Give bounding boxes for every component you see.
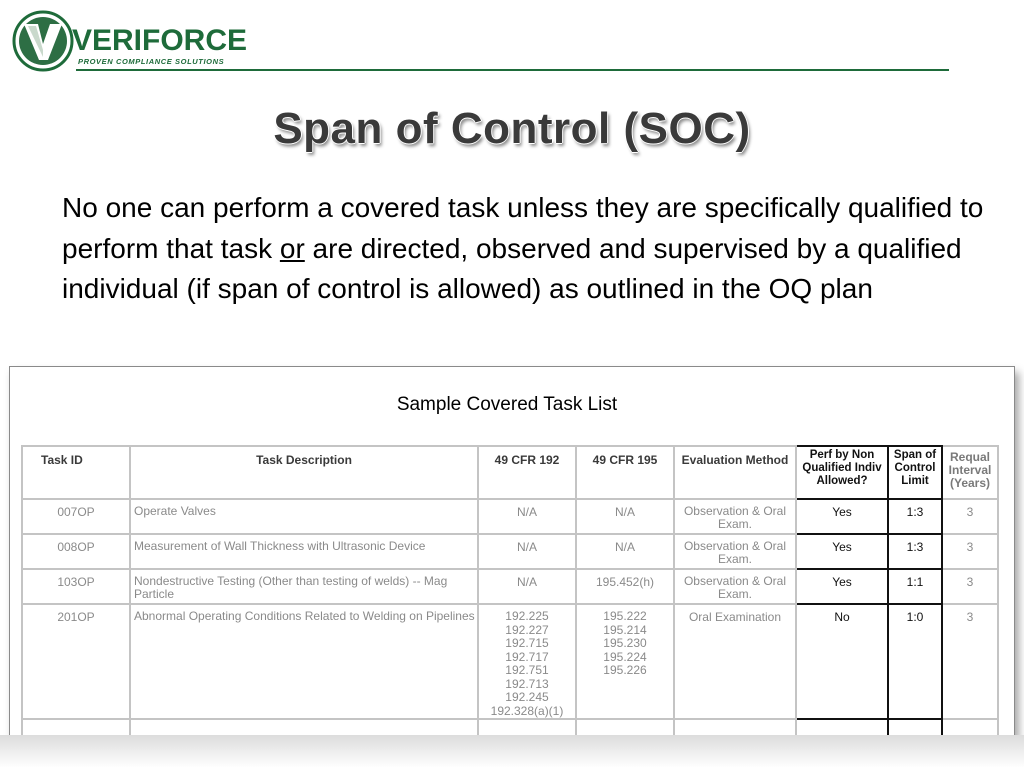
cfr-192-ref: 192.227 [505,622,549,637]
cfr-195-cell [576,604,674,719]
task-description-cell: Nondestructive Testing (Other than testing of welds) -- Mag Particle [130,569,478,604]
span-limit-cell: 1:3 [888,499,942,534]
header-divider [76,69,949,71]
covered-task-table [21,445,999,736]
task-list-panel [9,366,1015,736]
slide-title: Span of Control (SOC) [273,104,751,153]
header-task-id: Task ID [22,446,130,499]
task-id-cell: 007OP [22,499,130,534]
header-cfr-195: 49 CFR 195 [576,446,674,499]
cfr-195-cell: N/A [576,534,674,569]
perf-allowed-cell: Yes [796,499,888,534]
cfr-192-cell: N/A [478,534,576,569]
cfr-195-ref: 195.222 [603,609,647,623]
empty-cell [796,719,888,736]
task-description-cell: Measurement of Wall Thickness with Ultrasonic Device [130,534,478,569]
header-task-description: Task Description [130,446,478,499]
cfr-192-cell: N/A [478,499,576,534]
task-id-cell: 201OP [22,604,130,719]
perf-allowed-cell: No [796,604,888,719]
header-perf-non-qualified: Perf by Non Qualified Indiv Allowed? [796,446,888,499]
slide-body-text [62,188,992,310]
table-row [22,569,998,604]
empty-cell [888,719,942,736]
veriforce-v-emblem-icon [12,10,74,72]
cfr-195-ref: 195.226 [603,663,647,677]
cfr-192-ref: 192.715 [505,636,549,650]
requal-interval-cell: 3 [942,534,998,569]
evaluation-method-cell: Observation & Oral Exam. [674,569,796,604]
cfr-192-ref: 192.717 [505,649,549,664]
header-evaluation-method: Evaluation Method [674,446,796,499]
body-text-underlined-or: or [279,232,305,264]
cfr-195-cell: 195.452(h) [576,569,674,604]
empty-cell [576,719,674,736]
empty-cell [674,719,796,736]
empty-cell [22,719,130,736]
table-header-row [22,446,998,499]
cfr-195-ref: 195.230 [603,636,647,650]
empty-cell [130,719,478,736]
requal-interval-cell: 3 [942,499,998,534]
cfr-192-cell [478,604,576,719]
table-row [22,604,998,719]
header-requal-interval: Requal Interval (Years) [942,446,998,499]
header-span-of-control: Span of Control Limit [888,446,942,499]
cfr-192-ref: 192.245 [505,690,549,704]
span-limit-cell: 1:3 [888,534,942,569]
bottom-shade [0,735,1024,768]
cfr-195-ref: 195.214 [603,622,647,637]
table-row [22,534,998,569]
cfr-192-ref: 192.751 [505,663,549,677]
evaluation-method-cell: Oral Examination [674,604,796,719]
cfr-192-cell: N/A [478,569,576,604]
empty-cell [942,719,998,736]
span-limit-cell: 1:0 [888,604,942,719]
span-limit-cell: 1:1 [888,569,942,604]
cfr-192-ref: 192.225 [505,609,549,623]
veriforce-logo [12,10,248,72]
evaluation-method-cell: Observation & Oral Exam. [674,534,796,569]
perf-allowed-cell: Yes [796,534,888,569]
table-row [22,499,998,534]
requal-interval-cell: 3 [942,569,998,604]
perf-allowed-cell: Yes [796,569,888,604]
cfr-192-ref: 192.328(a)(1) [490,703,564,718]
panel-caption: Sample Covered Task List [396,394,618,415]
header-cfr-192: 49 CFR 192 [478,446,576,499]
requal-interval-cell: 3 [942,604,998,719]
logo-wordmark: VERIFORCE [72,24,248,57]
task-description-cell: Abnormal Operating Conditions Related to Welding on Pipelines [130,604,478,719]
empty-cell [478,719,576,736]
cfr-195-ref: 195.224 [603,649,647,664]
logo-tagline: PROVEN COMPLIANCE SOLUTIONS [78,57,225,66]
task-id-cell: 103OP [22,569,130,604]
task-description-cell: Operate Valves [130,499,478,534]
body-text-part-2: are directed, observed and supervised by a qualified individual (if span of control is allowed) as outlined in the OQ plan [62,232,962,304]
table-row-partial [22,719,998,736]
task-id-cell: 008OP [22,534,130,569]
body-text-part-1: No one can perform a covered task unless they are specifically qualified to perform that task [62,192,984,264]
evaluation-method-cell: Observation & Oral Exam. [674,499,796,534]
cfr-195-cell: N/A [576,499,674,534]
cfr-192-ref: 192.713 [505,676,549,691]
